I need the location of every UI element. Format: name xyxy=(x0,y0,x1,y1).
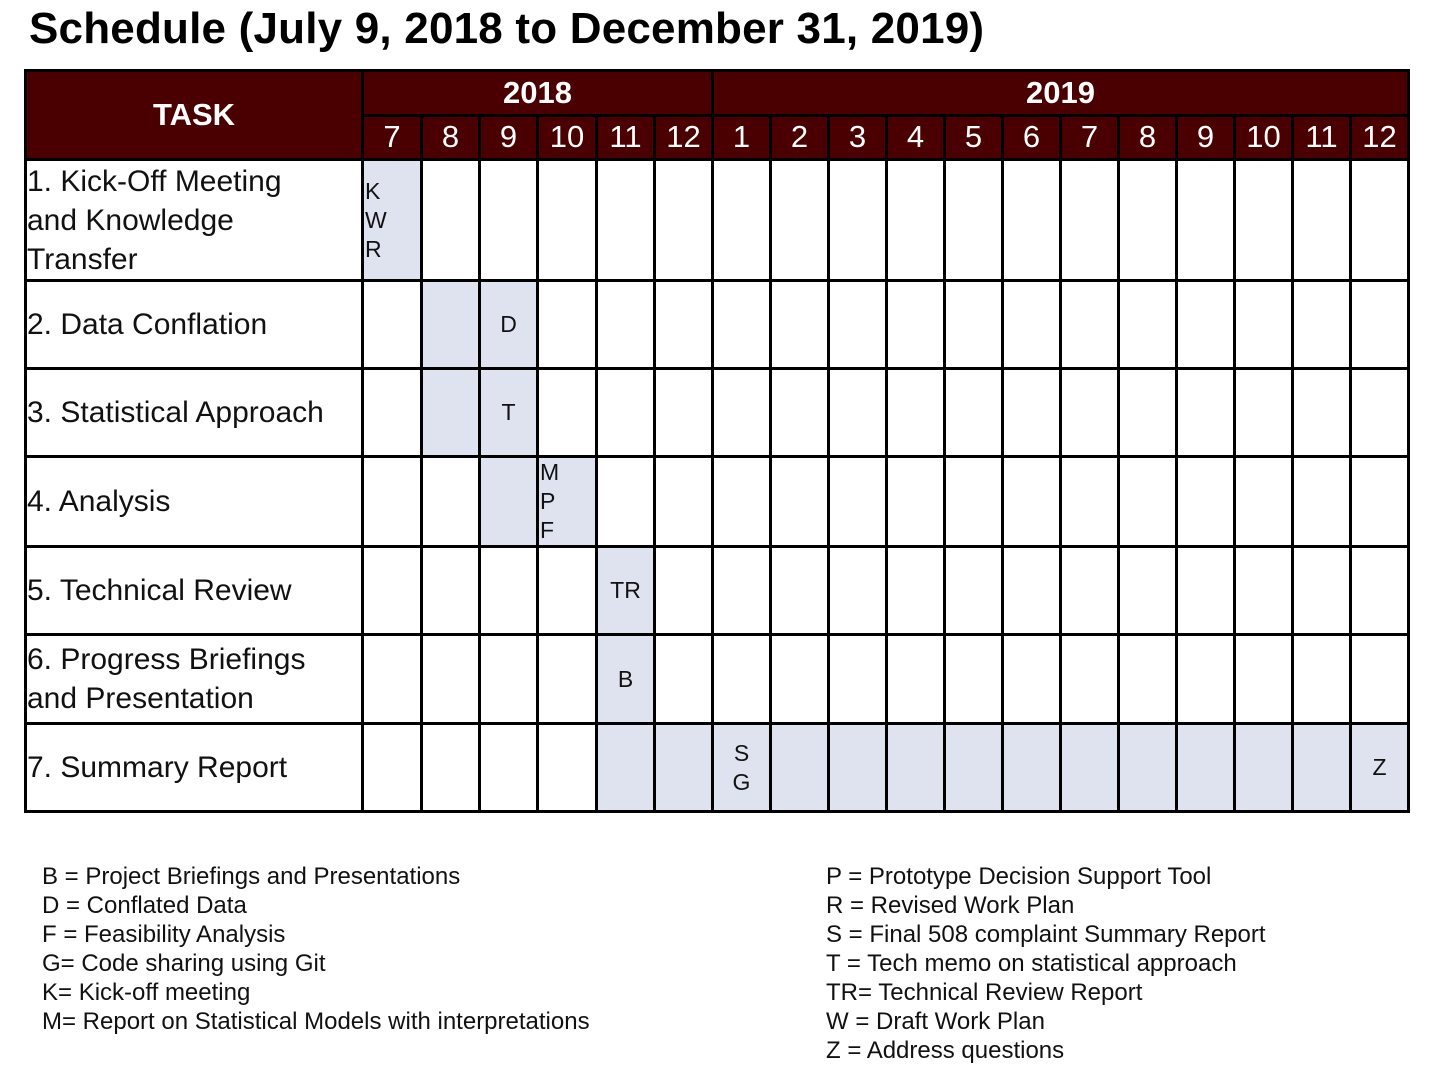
schedule-cell xyxy=(945,457,1003,547)
legend-item: F = Feasibility Analysis xyxy=(42,921,286,948)
page-title: Schedule (July 9, 2018 to December 31, 2019) xyxy=(29,4,985,53)
schedule-cell xyxy=(713,635,771,724)
schedule-cell-active xyxy=(422,281,480,369)
schedule-cell xyxy=(1003,547,1061,635)
schedule-cell-active xyxy=(480,369,538,457)
schedule-cell-active xyxy=(829,724,887,812)
month-header: 1 xyxy=(713,115,771,160)
legend-item: K= Kick-off meeting xyxy=(42,979,251,1006)
schedule-cell xyxy=(655,281,713,369)
month-header: 4 xyxy=(887,115,945,160)
schedule-cell xyxy=(1061,281,1119,369)
schedule-cell xyxy=(1177,281,1235,369)
schedule-cell xyxy=(771,457,829,547)
month-header: 9 xyxy=(1177,115,1235,160)
schedule-cell xyxy=(597,457,655,547)
schedule-cell xyxy=(538,635,597,724)
deliverable-code: K W R xyxy=(365,177,387,262)
schedule-cell xyxy=(887,635,945,724)
schedule-cell xyxy=(655,457,713,547)
schedule-cell xyxy=(887,160,945,281)
task-name xyxy=(26,635,363,724)
schedule-cell xyxy=(829,160,887,281)
schedule-cell xyxy=(1003,457,1061,547)
schedule-cell xyxy=(1061,457,1119,547)
schedule-cell xyxy=(829,281,887,369)
schedule-cell xyxy=(771,281,829,369)
task-name-label: 3. Statistical Approach xyxy=(27,396,324,429)
month-header: 8 xyxy=(422,115,480,160)
task-name-label: 2. Data Conflation xyxy=(27,308,268,341)
schedule-cell-active xyxy=(538,457,597,547)
schedule-cell xyxy=(363,635,422,724)
schedule-cell xyxy=(771,635,829,724)
schedule-cell xyxy=(1293,160,1351,281)
month-header: 5 xyxy=(945,115,1003,160)
schedule-cell xyxy=(1293,547,1351,635)
schedule-cell-active xyxy=(597,724,655,812)
schedule-cell xyxy=(1235,457,1293,547)
schedule-cell xyxy=(655,547,713,635)
month-header: 8 xyxy=(1119,115,1177,160)
legend-item: D = Conflated Data xyxy=(42,892,247,919)
schedule-cell xyxy=(1119,160,1177,281)
deliverable-code: M P F xyxy=(540,459,560,543)
schedule-cell-active xyxy=(887,724,945,812)
schedule-cell-active xyxy=(655,724,713,812)
legend-item: M= Report on Statistical Models with interpretations xyxy=(42,1008,590,1035)
task-name-label: 5. Technical Review xyxy=(27,574,292,607)
schedule-table xyxy=(24,69,1410,813)
schedule-cell xyxy=(887,547,945,635)
schedule-cell xyxy=(1061,160,1119,281)
deliverable-code: S G xyxy=(732,739,751,795)
task-rows xyxy=(26,160,1409,812)
year-header-2019: 2019 xyxy=(713,71,1409,116)
schedule-cell xyxy=(480,724,538,812)
schedule-cell xyxy=(1119,635,1177,724)
schedule-cell-active xyxy=(1351,724,1409,812)
schedule-cell xyxy=(1177,160,1235,281)
task-row xyxy=(26,547,1409,635)
month-header: 9 xyxy=(480,115,538,160)
schedule-cell xyxy=(1235,281,1293,369)
schedule-cell xyxy=(1177,547,1235,635)
schedule-cell xyxy=(363,369,422,457)
schedule-cell xyxy=(1235,369,1293,457)
schedule-cell xyxy=(1119,547,1177,635)
month-header: 7 xyxy=(363,115,422,160)
task-name xyxy=(26,547,363,635)
schedule-cell xyxy=(1119,369,1177,457)
schedule-cell xyxy=(945,160,1003,281)
schedule-cell xyxy=(945,369,1003,457)
task-row xyxy=(26,369,1409,457)
schedule-cell xyxy=(945,547,1003,635)
deliverable-code: Z xyxy=(1372,754,1387,780)
schedule-cell xyxy=(1177,635,1235,724)
schedule-cell xyxy=(422,635,480,724)
schedule-cell-active xyxy=(480,457,538,547)
schedule-cell xyxy=(1003,160,1061,281)
schedule-cell xyxy=(655,160,713,281)
schedule-cell-active xyxy=(422,369,480,457)
schedule-cell xyxy=(945,635,1003,724)
task-name-label: 4. Analysis xyxy=(27,485,171,518)
schedule-cell xyxy=(1351,281,1409,369)
schedule-cell xyxy=(422,724,480,812)
schedule-cell xyxy=(363,457,422,547)
schedule-cell xyxy=(1235,160,1293,281)
schedule-cell xyxy=(1061,547,1119,635)
schedule-cell xyxy=(480,160,538,281)
deliverable-code: D xyxy=(500,311,517,337)
task-name-label: 6. Progress Briefings and Presentation xyxy=(27,643,306,715)
schedule-cell xyxy=(538,547,597,635)
year-header-row xyxy=(26,71,1409,116)
legend-item: P = Prototype Decision Support Tool xyxy=(826,863,1212,890)
task-name-label: 1. Kick-Off Meeting and Knowledge Transfer xyxy=(27,164,282,276)
deliverable-code: B xyxy=(617,665,634,692)
legend-item: W = Draft Work Plan xyxy=(826,1008,1045,1035)
schedule-cell-active xyxy=(771,724,829,812)
task-column-header: TASK xyxy=(26,71,363,160)
legend-left-column xyxy=(42,862,590,1036)
schedule-cell xyxy=(713,160,771,281)
schedule-cell xyxy=(538,160,597,281)
schedule-cell xyxy=(597,160,655,281)
task-name xyxy=(26,724,363,812)
schedule-cell xyxy=(538,369,597,457)
schedule-cell xyxy=(771,547,829,635)
schedule-cell xyxy=(1293,457,1351,547)
month-header: 11 xyxy=(597,115,655,160)
schedule-cell xyxy=(1061,635,1119,724)
schedule-cell xyxy=(1351,457,1409,547)
schedule-cell xyxy=(945,281,1003,369)
deliverable-code: T xyxy=(501,399,516,425)
month-header: 10 xyxy=(538,115,597,160)
schedule-cell xyxy=(480,547,538,635)
month-header: 7 xyxy=(1061,115,1119,160)
schedule-cell xyxy=(538,281,597,369)
schedule-cell xyxy=(1119,457,1177,547)
schedule-cell xyxy=(422,457,480,547)
task-row xyxy=(26,635,1409,724)
schedule-cell xyxy=(771,160,829,281)
deliverable-code: TR xyxy=(610,577,641,603)
schedule-cell xyxy=(363,281,422,369)
legend-right-column xyxy=(826,862,1266,1065)
schedule-cell xyxy=(1293,635,1351,724)
schedule-cell-active xyxy=(1293,724,1351,812)
schedule-cell xyxy=(655,635,713,724)
legend-item: T = Tech memo on statistical approach xyxy=(826,950,1237,977)
task-name xyxy=(26,281,363,369)
schedule-cell-active xyxy=(597,547,655,635)
task-row xyxy=(26,724,1409,812)
schedule-cell xyxy=(887,281,945,369)
task-name xyxy=(26,457,363,547)
schedule-cell xyxy=(771,369,829,457)
schedule-cell xyxy=(1351,369,1409,457)
schedule-cell-active xyxy=(1061,724,1119,812)
schedule-cell-active xyxy=(1177,724,1235,812)
schedule-cell xyxy=(1061,369,1119,457)
schedule-cell xyxy=(1235,635,1293,724)
task-name xyxy=(26,369,363,457)
schedule-cell xyxy=(538,724,597,812)
month-header: 6 xyxy=(1003,115,1061,160)
schedule-cell xyxy=(1351,547,1409,635)
legend-item: Z = Address questions xyxy=(826,1037,1065,1064)
schedule-cell xyxy=(1003,635,1061,724)
schedule-cell xyxy=(713,281,771,369)
legend-item: S = Final 508 complaint Summary Report xyxy=(826,921,1266,948)
schedule-cell xyxy=(597,369,655,457)
schedule-cell xyxy=(1177,457,1235,547)
legend-item: G= Code sharing using Git xyxy=(42,950,326,977)
schedule-cell xyxy=(713,369,771,457)
schedule-cell-active xyxy=(363,160,422,281)
month-header: 10 xyxy=(1235,115,1293,160)
task-name xyxy=(26,160,363,281)
schedule-cell xyxy=(1177,369,1235,457)
schedule-cell-active xyxy=(480,281,538,369)
schedule-cell xyxy=(363,547,422,635)
schedule-cell xyxy=(480,635,538,724)
schedule-cell xyxy=(829,369,887,457)
schedule-cell-active xyxy=(1119,724,1177,812)
legend-item: B = Project Briefings and Presentations xyxy=(42,863,461,890)
month-header: 2 xyxy=(771,115,829,160)
year-header-2018: 2018 xyxy=(363,71,713,116)
task-row xyxy=(26,457,1409,547)
schedule-cell xyxy=(1351,635,1409,724)
schedule-cell xyxy=(1351,160,1409,281)
task-row xyxy=(26,160,1409,281)
legend-item: TR= Technical Review Report xyxy=(826,979,1143,1006)
schedule-cell xyxy=(887,457,945,547)
schedule-cell xyxy=(887,369,945,457)
schedule-cell xyxy=(1119,281,1177,369)
schedule-cell xyxy=(597,281,655,369)
schedule-cell xyxy=(829,457,887,547)
schedule-cell xyxy=(829,547,887,635)
month-header: 12 xyxy=(655,115,713,160)
schedule-cell-active xyxy=(1235,724,1293,812)
task-name-label: 7. Summary Report xyxy=(27,751,288,784)
schedule-cell xyxy=(1235,547,1293,635)
schedule-cell-active xyxy=(1003,724,1061,812)
schedule-cell xyxy=(1293,369,1351,457)
schedule-cell xyxy=(713,547,771,635)
schedule-cell-active xyxy=(597,635,655,724)
schedule-cell xyxy=(363,724,422,812)
schedule-cell xyxy=(1003,369,1061,457)
month-header: 3 xyxy=(829,115,887,160)
schedule-cell-active xyxy=(713,724,771,812)
month-header: 11 xyxy=(1293,115,1351,160)
schedule-cell xyxy=(655,369,713,457)
month-header: 12 xyxy=(1351,115,1409,160)
task-row xyxy=(26,281,1409,369)
schedule-cell-active xyxy=(945,724,1003,812)
schedule-cell xyxy=(1293,281,1351,369)
schedule-cell xyxy=(713,457,771,547)
schedule-cell xyxy=(422,160,480,281)
schedule-cell xyxy=(1003,281,1061,369)
schedule-cell xyxy=(829,635,887,724)
schedule-cell xyxy=(422,547,480,635)
legend-item: R = Revised Work Plan xyxy=(826,892,1075,919)
